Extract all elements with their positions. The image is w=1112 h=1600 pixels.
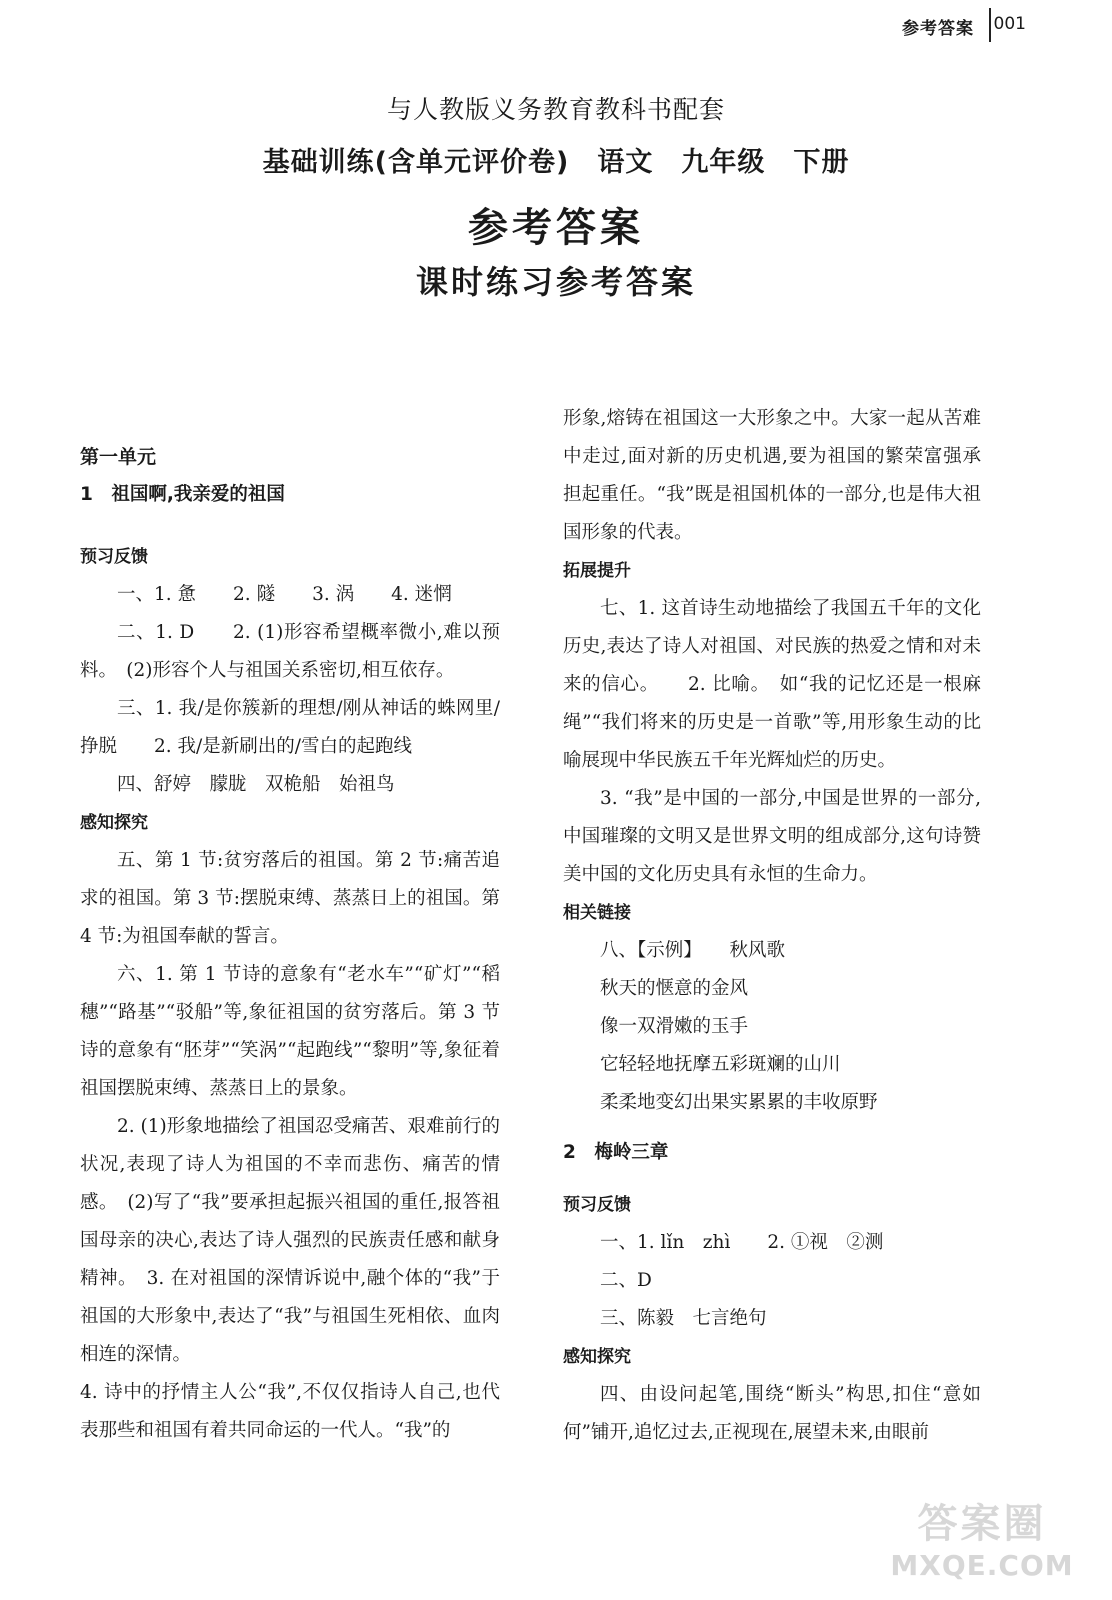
watermark-logo [872,1492,1092,1592]
section-heading: 拓展提升 [563,561,631,581]
answer-paragraph: 一、1. lǐn zhì 2. ①视 ②测 [600,1232,884,1253]
section-heading: 预习反馈 [563,1195,631,1215]
answer-paragraph: 五、第 1 节:贫穷落后的祖国。第 2 节:痛苦追求的祖国。第 3 节:摆脱束缚、蒸蒸日上的祖国。第 4 节:为祖国奉献的誓言。 [80,850,500,947]
section-heading: 感知探究 [563,1347,631,1367]
lesson-heading: 2 梅岭三章 [563,1142,669,1163]
right-column [563,400,981,1452]
answer-paragraph: 四、舒婷 朦胧 双桅船 始祖鸟 [117,774,395,795]
answer-paragraph: 七、1. 这首诗生动地描绘了我国五千年的文化历史,表达了诗人对祖国、对民族的热爱之情和对未来的信心。 2. 比喻。 如“我的记忆还是一根麻绳”“我们将来的历史是一首歌”等,用形象生动的比喻展现中华民族五千年光辉灿烂的历史。 [563,598,981,771]
watermark-text: 答案圈 [917,1501,1047,1547]
lesson-heading: 1 祖国啊,我亲爱的祖国 [80,484,285,505]
answer-paragraph: 3. “我”是中国的一部分,中国是世界的一部分,中国璀璨的文明又是世界文明的组成部分,这句诗赞美中国的文化历史具有永恒的生命力。 [563,788,981,885]
unit-heading: 第一单元 [80,446,157,468]
answer-paragraph: 三、1. 我/是你簇新的理想/刚从神话的蛛网里/挣脱 2. 我/是新刷出的/雪白的起跑线 [80,698,500,757]
running-header [812,8,1112,48]
answer-paragraph: 形象,熔铸在祖国这一大形象之中。大家一起从苦难中走过,面对新的历史机遇,要为祖国的繁荣富强承担起重任。“我”既是祖国机体的一部分,也是伟大祖国形象的代表。 [563,408,981,543]
answer-paragraph: 一、1. 惫 2. 隧 3. 涡 4. 迷惘 [117,584,452,605]
answer-paragraph: 三、陈毅 七言绝句 [600,1308,767,1329]
section-heading: 预习反馈 [80,547,148,567]
left-column [80,400,500,1450]
poem-line: 八、【示例】 秋风歌 [600,940,786,961]
poem-line: 它轻轻地抚摩五彩斑斓的山川 [600,1054,841,1075]
answer-paragraph: 二、1. D 2. (1)形容希望概率微小,难以预料。 (2)形容个人与祖国关系密切,相互依存。 [80,622,500,681]
section-title: 课时练习参考答案 [415,263,696,301]
watermark-url: MXQE.COM [890,1549,1074,1582]
page-number: 001 [993,14,1026,34]
header-divider [989,8,991,42]
poem-line: 柔柔地变幻出果实累累的丰收原野 [600,1092,878,1113]
poem-line: 秋天的惬意的金风 [600,978,749,999]
poem-line: 像一双滑嫩的玉手 [600,1016,749,1037]
answer-paragraph: 4. 诗中的抒情主人公“我”,不仅仅指诗人自己,也代表那些和祖国有着共同命运的一代人。“我”的 [80,1382,500,1441]
answer-paragraph: 二、D [600,1270,652,1291]
section-heading: 相关链接 [563,903,631,923]
answer-paragraph: 2. (1)形象地描绘了祖国忍受痛苦、艰难前行的状况,表现了诗人为祖国的不幸而悲伤、痛苦的情感。 (2)写了“我”要承担起振兴祖国的重任,报答祖国母亲的决心,表达了诗人强烈的民族责任感和献身精神。 3. 在对祖国的深情诉说中,融个体的“我”于祖国的大形象中,表达了“我”与祖国生死相依、血肉相连的深情。 [80,1116,500,1365]
answer-paragraph: 四、由设问起笔,围绕“断头”构思,扣住“意如何”铺开,追忆过去,正视现在,展望未来,由眼前 [563,1384,981,1443]
section-heading: 感知探究 [80,813,148,833]
book-title: 基础训练(含单元评价卷) 语文 九年级 下册 [262,147,850,178]
series-title: 与人教版义务教育教科书配套 [386,95,725,124]
header-label: 参考答案 [902,19,974,39]
answer-title: 参考答案 [468,205,644,251]
answer-paragraph: 六、1. 第 1 节诗的意象有“老水车”“矿灯”“稻穗”“路基”“驳船”等,象征祖国的贫穷落后。第 3 节诗的意象有“胚芽”“笑涡”“起跑线”“黎明”等,象征着祖国摆脱束缚、蒸蒸日上的景象。 [80,964,500,1099]
